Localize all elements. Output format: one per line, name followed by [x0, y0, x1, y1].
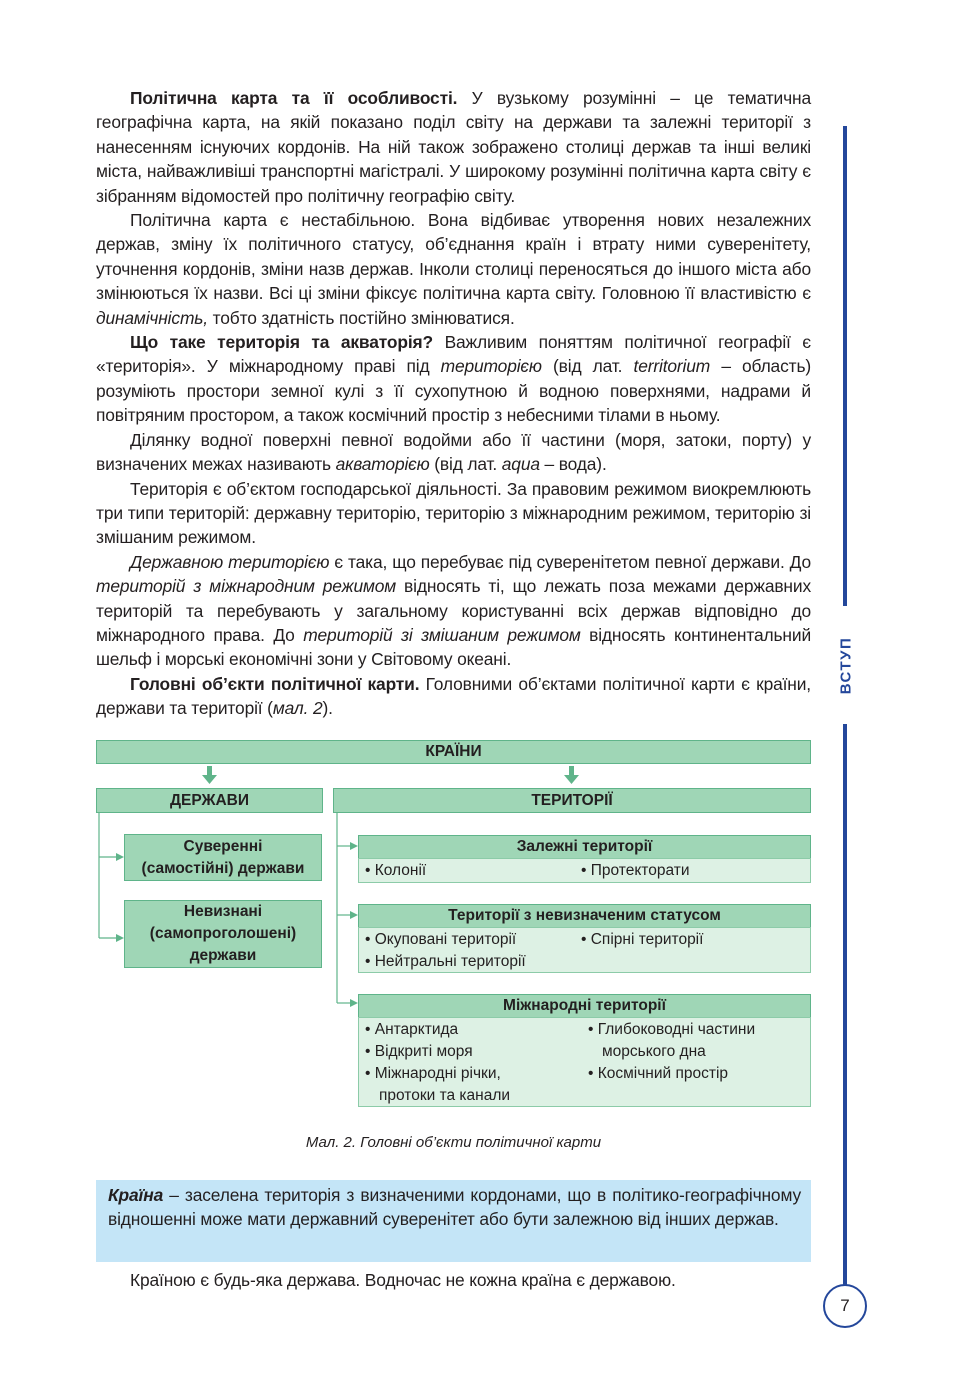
page-number-label: 7 — [840, 1296, 850, 1315]
list-item: • Спірні території — [581, 929, 703, 951]
sovereign-label: (самостійні) держави — [141, 859, 305, 877]
list-item: • Міжнародні річки, — [365, 1063, 501, 1085]
paragraph-text: тобто здатність постійно змінюватися. — [207, 307, 515, 328]
term-latin: aqua — [501, 454, 540, 475]
countries-label: КРАЇНИ — [425, 743, 482, 760]
dependent-territories-body — [358, 858, 811, 883]
international-territories-title: Міжнародні території — [503, 997, 666, 1014]
territories-box — [333, 788, 811, 813]
definition-box — [96, 1180, 811, 1262]
section-tab-label: ВСТУП — [837, 636, 855, 694]
paragraph-text: (від лат. — [429, 454, 502, 475]
term-dynamics: динамічність, — [96, 307, 208, 328]
unrecognized-label: Невизнані — [183, 903, 263, 920]
list-item: • Глибоководні частини — [588, 1019, 755, 1041]
heading-main-objects: Головні об’єкти політичної карти. — [130, 673, 420, 694]
undefined-status-header — [358, 904, 811, 928]
unrecognized-label: (самопроголошені) — [149, 925, 297, 942]
unrecognized-label: держави — [189, 947, 257, 964]
paragraph-text: Територія є об’єктом господарської діяльності. За правовим режимом виокремлюють три типи територій: державну територію, територію з міжнародним режимом, територію зі змішаним режимом. — [96, 478, 811, 548]
term-mixed-regime: територій зі змішаним режимом — [303, 624, 581, 645]
unrecognized-states-box — [124, 900, 322, 968]
arrow-down-territories-head — [564, 775, 579, 784]
definition-text: – заселена територія з визначеними кордонами, що в політико-географічному відношенні може мати державний суверенітет або бути залежною від інших держав. — [108, 1185, 801, 1230]
paragraph-text: (від лат. — [541, 356, 634, 377]
term-international-regime: територій з міжнародним режимом — [96, 576, 397, 597]
sovereign-label: Суверенні — [183, 837, 263, 855]
paragraph-text: ). — [322, 698, 333, 719]
paragraph-text: Головними об’єктами політичної карти є країни, держави та території ( — [96, 673, 811, 719]
list-item: • Антарктида — [365, 1019, 458, 1041]
list-item: • Протекторати — [581, 860, 689, 882]
territories-label: ТЕРИТОРІЇ — [531, 791, 613, 809]
paragraph-text: Ділянку водної поверхні певної водойми або її частини (моря, затоки, порту) у визначених межах називають — [96, 429, 811, 475]
heading-political-map: Політична карта та її особливості. — [130, 88, 458, 108]
paragraph-text: Політична карта є нестабільною. Вона відбиває утворення нових незалежних держав, зміну їх політичного статусу, об’єднання країн і втрату ними суверенітету, уточнення кордонів, зміни назв держав. Інколи столиці переносяться до іншого міста або змінюються їх назви. Всі ці зміни фіксує політична карта світу. Головною її властивістю є — [96, 210, 811, 304]
paragraph-text: – область) розуміють простори земної кулі з її сухопутною й водною поверхнями, надрами й повітряним простором, а також космічний простір з небесними тілами в ньому. — [96, 356, 811, 426]
term-aquatory: акваторією — [335, 454, 430, 475]
figure-reference: мал. 2 — [272, 698, 323, 719]
closing-paragraph — [96, 1268, 811, 1292]
list-item: • Нейтральні території — [365, 951, 526, 973]
figure-caption: Мал. 2. Головні об’єкти політичної карти — [305, 1134, 602, 1151]
international-territories-body — [358, 1017, 811, 1107]
arrow-down-states-head — [202, 775, 217, 784]
page-number — [823, 1284, 867, 1328]
list-item-continuation: протоки та канали — [379, 1087, 511, 1104]
list-item-continuation: морського дна — [602, 1043, 706, 1060]
term-territory: територією — [440, 356, 542, 377]
list-item: • Космічний простір — [588, 1063, 728, 1085]
paragraph-text: Важливим поняттям політичної географії є «територія». У міжнародному праві під — [96, 332, 812, 377]
arrow-down-territories — [569, 766, 574, 776]
states-box — [96, 788, 323, 813]
arrow-down-states — [207, 766, 212, 776]
heading-territory: Що таке територія та акваторія? — [130, 332, 434, 353]
list-item: • Окуповані території — [365, 929, 516, 951]
paragraph-text: відносять континентальний шельф і морські економічні зони у Світовому океані. — [96, 624, 812, 670]
international-territories-header — [358, 994, 811, 1018]
list-item: • Відкриті моря — [365, 1041, 473, 1063]
undefined-status-body — [358, 927, 811, 973]
closing-text: Країною є будь-яка держава. Водночас не кожна країна є державою. — [130, 1270, 676, 1290]
definition-term: Країна — [108, 1185, 164, 1205]
paragraph-text: є така, що перебуває під суверенітетом певної держави. До — [329, 551, 811, 572]
states-label: ДЕРЖАВИ — [169, 791, 250, 809]
term-state-territory: Державною територією — [130, 551, 330, 572]
dependent-territories-header — [358, 835, 811, 859]
list-item: • Колонії — [365, 860, 426, 882]
undefined-status-title: Території з невизначеним статусом — [448, 907, 721, 924]
countries-box — [96, 740, 811, 764]
dependent-territories-title: Залежні території — [516, 838, 653, 855]
paragraph-text: відносять ті, що лежать поза межами державних територій та перебувають у загальному користуванні всіх держав відповідно до міжнародного права. До — [96, 576, 811, 645]
sovereign-states-box — [124, 834, 322, 881]
paragraph-text: – вода). — [539, 454, 607, 475]
paragraph-text: У вузькому розумінні – це тематична географічна карта, на якій показано поділ світу на держави та залежні території з нанесенням існуючих кордонів. На ній також зображено столиці держав та інші великі міста, найважливіші транспортні магістралі. У широкому розумінні політична карта світу є зібранням відомостей про політичну географію світу. — [96, 88, 811, 206]
term-latin: territorium — [633, 356, 711, 377]
